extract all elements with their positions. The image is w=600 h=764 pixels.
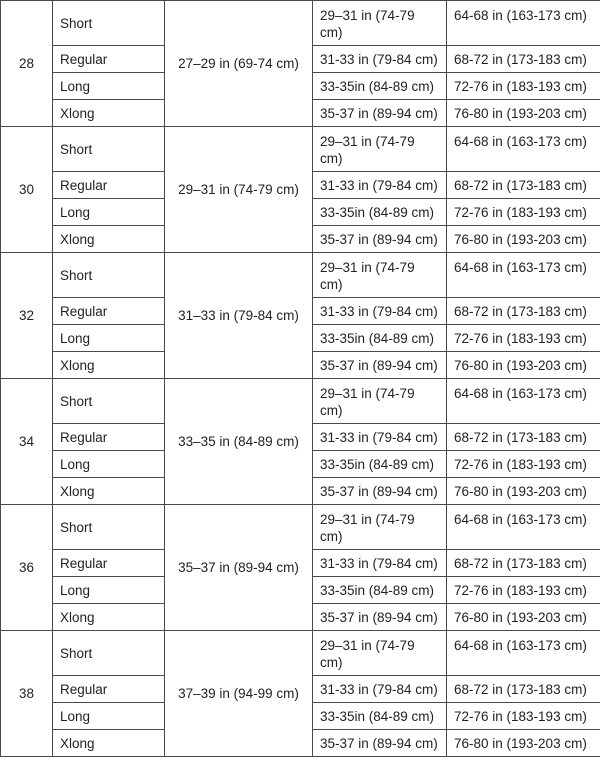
- waist-size-cell: 32: [1, 253, 53, 379]
- inseam-cell: 31-33 in (79-84 cm): [313, 298, 447, 325]
- table-row: [1, 1, 600, 46]
- inseam-cell: 31-33 in (79-84 cm): [313, 46, 447, 73]
- inseam-cell: 35-37 in (89-94 cm): [313, 730, 447, 757]
- height-cell: 72-76 in (183-193 cm): [447, 577, 600, 604]
- length-cell: Regular: [53, 46, 165, 73]
- inseam-cell: 31-33 in (79-84 cm): [313, 424, 447, 451]
- length-cell: Short: [53, 1, 165, 46]
- height-cell: 68-72 in (173-183 cm): [447, 172, 600, 199]
- length-cell: Long: [53, 577, 165, 604]
- height-cell: 64-68 in (163-173 cm): [447, 253, 600, 298]
- table-row: [1, 505, 600, 550]
- height-cell: 72-76 in (183-193 cm): [447, 199, 600, 226]
- inseam-cell: 35-37 in (89-94 cm): [313, 100, 447, 127]
- height-cell: 72-76 in (183-193 cm): [447, 703, 600, 730]
- length-cell: Regular: [53, 424, 165, 451]
- inseam-cell: 29–31 in (74-79 cm): [313, 505, 447, 550]
- length-cell: Xlong: [53, 352, 165, 379]
- height-cell: 64-68 in (163-173 cm): [447, 631, 600, 676]
- height-cell: 72-76 in (183-193 cm): [447, 73, 600, 100]
- length-cell: Long: [53, 451, 165, 478]
- waist-size-cell: 28: [1, 1, 53, 127]
- inseam-cell: 29–31 in (74-79 cm): [313, 379, 447, 424]
- height-cell: 76-80 in (193-203 cm): [447, 604, 600, 631]
- waist-size-cell: 38: [1, 631, 53, 757]
- height-cell: 68-72 in (173-183 cm): [447, 676, 600, 703]
- inseam-cell: 31-33 in (79-84 cm): [313, 676, 447, 703]
- table-row: [1, 631, 600, 676]
- length-cell: Short: [53, 631, 165, 676]
- inseam-cell: 35-37 in (89-94 cm): [313, 352, 447, 379]
- height-cell: 76-80 in (193-203 cm): [447, 730, 600, 757]
- height-cell: 72-76 in (183-193 cm): [447, 325, 600, 352]
- length-cell: Xlong: [53, 604, 165, 631]
- length-cell: Regular: [53, 172, 165, 199]
- height-cell: 64-68 in (163-173 cm): [447, 1, 600, 46]
- height-cell: 64-68 in (163-173 cm): [447, 379, 600, 424]
- length-cell: Xlong: [53, 100, 165, 127]
- waist-range-cell: 35–37 in (89-94 cm): [165, 505, 313, 631]
- height-cell: 76-80 in (193-203 cm): [447, 478, 600, 505]
- length-cell: Xlong: [53, 478, 165, 505]
- inseam-cell: 31-33 in (79-84 cm): [313, 172, 447, 199]
- inseam-cell: 33-35in (84-89 cm): [313, 577, 447, 604]
- length-cell: Long: [53, 325, 165, 352]
- inseam-cell: 29–31 in (74-79 cm): [313, 1, 447, 46]
- waist-range-cell: 29–31 in (74-79 cm): [165, 127, 313, 253]
- length-cell: Short: [53, 253, 165, 298]
- height-cell: 68-72 in (173-183 cm): [447, 298, 600, 325]
- inseam-cell: 33-35in (84-89 cm): [313, 73, 447, 100]
- waist-range-cell: 31–33 in (79-84 cm): [165, 253, 313, 379]
- inseam-cell: 33-35in (84-89 cm): [313, 451, 447, 478]
- waist-range-cell: 33–35 in (84-89 cm): [165, 379, 313, 505]
- height-cell: 68-72 in (173-183 cm): [447, 424, 600, 451]
- inseam-cell: 29–31 in (74-79 cm): [313, 127, 447, 172]
- height-cell: 76-80 in (193-203 cm): [447, 226, 600, 253]
- waist-range-cell: 37–39 in (94-99 cm): [165, 631, 313, 757]
- length-cell: Regular: [53, 550, 165, 577]
- inseam-cell: 35-37 in (89-94 cm): [313, 604, 447, 631]
- length-cell: Long: [53, 199, 165, 226]
- inseam-cell: 35-37 in (89-94 cm): [313, 478, 447, 505]
- inseam-cell: 33-35in (84-89 cm): [313, 703, 447, 730]
- inseam-cell: 29–31 in (74-79 cm): [313, 631, 447, 676]
- length-cell: Long: [53, 73, 165, 100]
- height-cell: 72-76 in (183-193 cm): [447, 451, 600, 478]
- length-cell: Regular: [53, 676, 165, 703]
- inseam-cell: 33-35in (84-89 cm): [313, 199, 447, 226]
- height-cell: 68-72 in (173-183 cm): [447, 550, 600, 577]
- waist-size-cell: 36: [1, 505, 53, 631]
- height-cell: 76-80 in (193-203 cm): [447, 352, 600, 379]
- inseam-cell: 35-37 in (89-94 cm): [313, 226, 447, 253]
- inseam-cell: 29–31 in (74-79 cm): [313, 253, 447, 298]
- height-cell: 76-80 in (193-203 cm): [447, 100, 600, 127]
- waist-size-cell: 30: [1, 127, 53, 253]
- length-cell: Xlong: [53, 226, 165, 253]
- height-cell: 68-72 in (173-183 cm): [447, 46, 600, 73]
- length-cell: Short: [53, 379, 165, 424]
- waist-size-cell: 34: [1, 379, 53, 505]
- length-cell: Regular: [53, 298, 165, 325]
- length-cell: Short: [53, 505, 165, 550]
- length-cell: Xlong: [53, 730, 165, 757]
- waist-range-cell: 27–29 in (69-74 cm): [165, 1, 313, 127]
- inseam-cell: 33-35in (84-89 cm): [313, 325, 447, 352]
- length-cell: Short: [53, 127, 165, 172]
- size-chart-body: [1, 1, 600, 757]
- table-row: [1, 379, 600, 424]
- table-row: [1, 253, 600, 298]
- table-row: [1, 127, 600, 172]
- height-cell: 64-68 in (163-173 cm): [447, 127, 600, 172]
- inseam-cell: 31-33 in (79-84 cm): [313, 550, 447, 577]
- length-cell: Long: [53, 703, 165, 730]
- height-cell: 64-68 in (163-173 cm): [447, 505, 600, 550]
